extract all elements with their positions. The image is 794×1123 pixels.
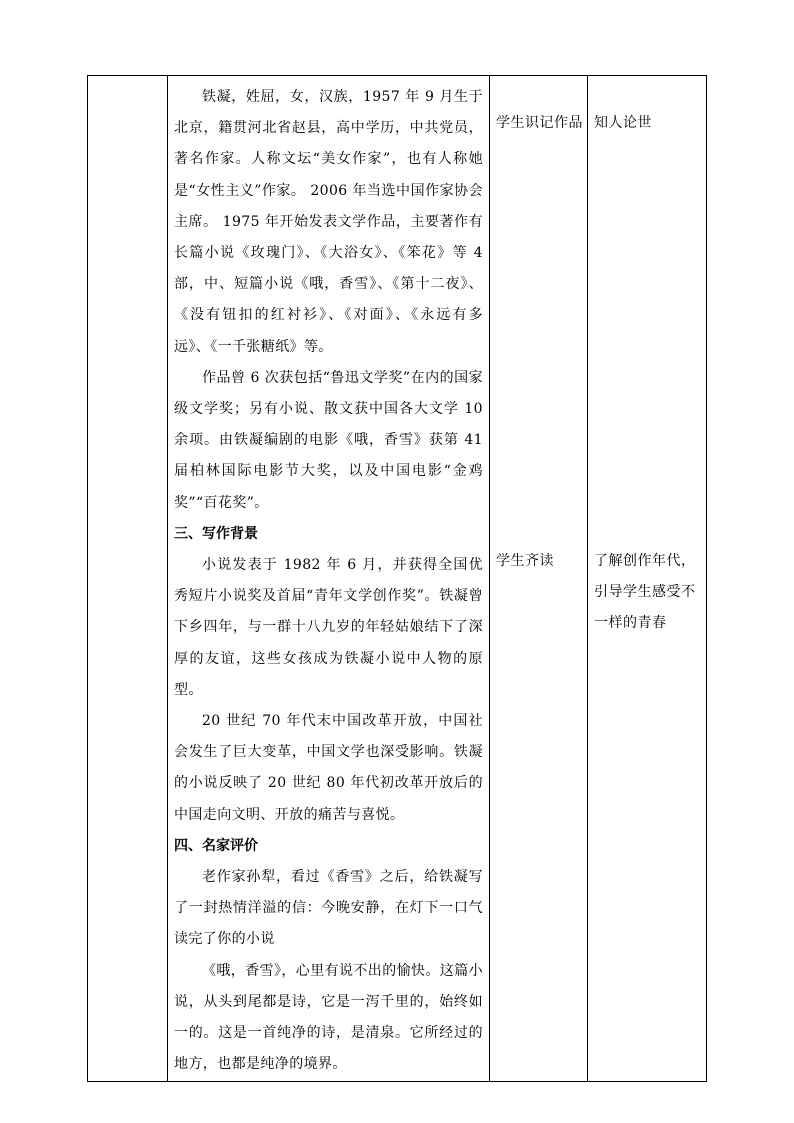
author-intro-paragraph: 铁凝，姓屈，女，汉族，1957 年 9 月生于北京，籍贯河北省赵县，高中学历，中共党员，著名作家。人称文坛“美女作家”，也有人称她是“女性主义”作家。 2006 年当选中国作家协会主席。 1975 年开始发表文学作品，主要著作有长篇小说《玫瑰门》、《大浴女》、《笨花》等 4 部，中、短篇小说《哦，香雪》、《第十二夜》、《没有钮扣的红衬衫》、《对面》、《永远有多远》、《一千张糖纸》等。 — [174, 89, 483, 355]
table-row — [88, 76, 707, 1082]
section-heading-background: 三、写作背景 — [174, 525, 258, 542]
awards-paragraph: 作品曾 6 次获包括“鲁迅文学奖”在内的国家级文学奖；另有小说、散文获中国各大文学 10 余项。由铁凝编剧的电影《哦，香雪》获第 41 届柏林国际电影节大奖，以及中国电影“金鸡奖”“百花奖”。 — [174, 369, 483, 511]
background-paragraph-1: 小说发表于 1982 年 6 月，并获得全国优秀短片小说奖及首届“青年文学创作奖”。铁凝曾下乡四年，与一群十八九岁的年轻姑娘结下了深厚的友谊，这些女孩成为铁凝小说中人物的原型。 — [174, 557, 483, 698]
design-intent-note-1: 知人论世 — [594, 115, 652, 131]
student-activity-cell — [490, 76, 588, 1082]
section-heading-reviews: 四、名家评价 — [174, 837, 258, 854]
background-paragraph-2: 20 世纪 70 年代末中国改革开放，中国社会发生了巨大变革，中国文学也深受影响。铁凝的小说反映了 20 世纪 80 年代初改革开放后的中国走向文明、开放的痛苦与喜悦。 — [174, 713, 483, 823]
empty-step-cell — [88, 76, 168, 1082]
design-intent-cell — [588, 76, 707, 1082]
design-intent-note-2: 了解创作年代，引导学生感受不一样的青春 — [594, 553, 696, 632]
review-paragraph-1: 老作家孙犁，看过《香雪》之后，给铁凝写了一封热情洋溢的信：今晚安静，在灯下一口气读完了你的小说 — [174, 869, 483, 948]
student-activity-note-2: 学生齐读 — [496, 553, 554, 569]
student-activity-note-1: 学生识记作品 — [496, 115, 583, 131]
review-paragraph-2: 《哦，香雪》，心里有说不出的愉快。这篇小说，从头到尾都是诗，它是一泻千里的，始终如一的。这是一首纯净的诗，是清泉。它所经过的地方，也都是纯净的境界。 — [174, 962, 483, 1073]
teaching-content-cell — [168, 76, 490, 1082]
lesson-plan-table — [87, 75, 707, 1082]
